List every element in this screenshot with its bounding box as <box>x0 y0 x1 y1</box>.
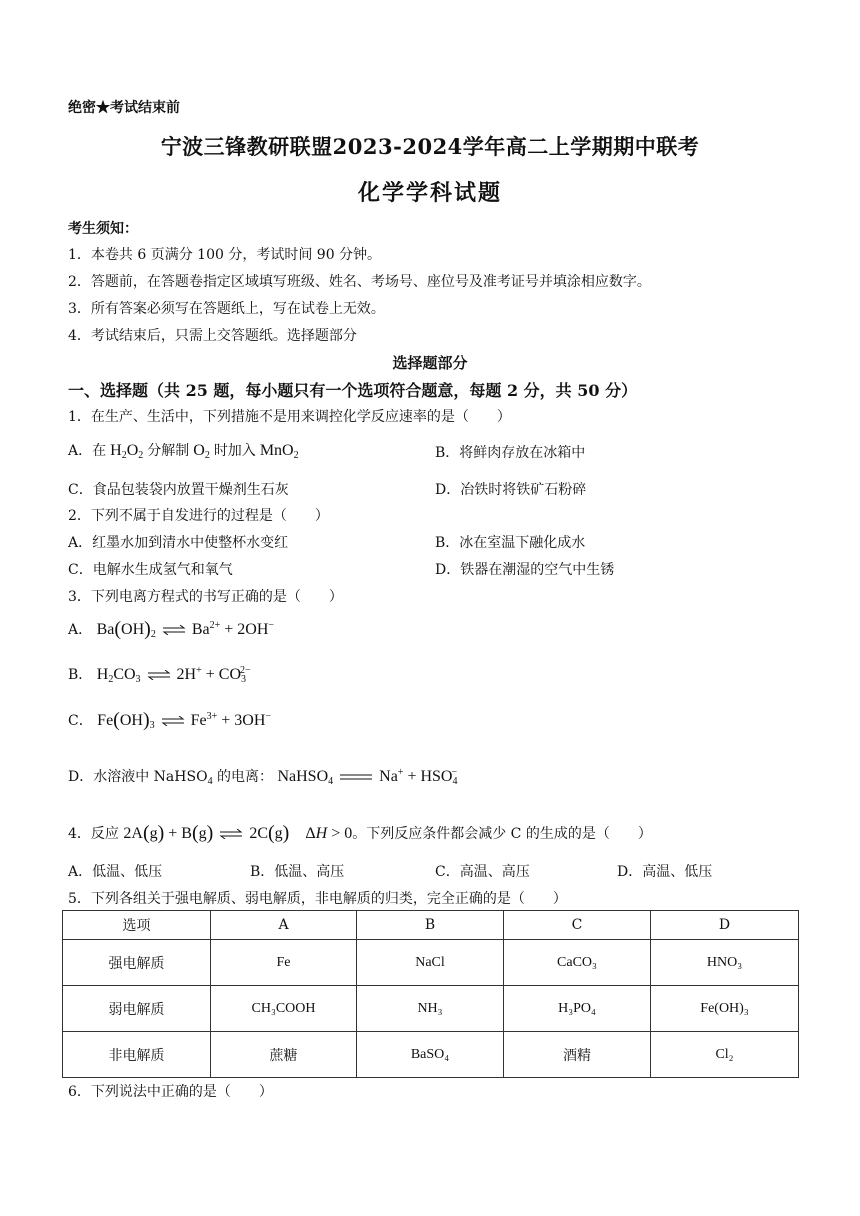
section-heading: 一、选择题（共 25 题，每小题只有一个选项符合题意，每题 2 分，共 50 分） <box>68 381 638 400</box>
option-text: 时加入 <box>213 443 256 459</box>
question-6-stem: 6．下列说法中正确的是（ ） <box>68 1084 273 1100</box>
table-header-cell: B <box>357 911 504 940</box>
row-label: 非电解质 <box>63 1032 211 1078</box>
question-1-stem: 1．在生产、生活中，下列措施不是用来调控化学反应速率的是（ ） <box>68 409 511 425</box>
table-cell: 酒精 <box>504 1032 651 1078</box>
question-2-option-d: D．铁器在潮湿的空气中生锈 <box>435 562 615 578</box>
notice-item: 2．答题前，在答题卷指定区域填写班级、姓名、考场号、座位号及准考证号并填涂相应数字。 <box>68 274 651 290</box>
option-text: D．水溶液中 NaHSO <box>68 769 208 785</box>
reversible-arrow-icon <box>147 670 171 680</box>
table-cell: CH₃COOH <box>211 986 357 1032</box>
table-header-cell: C <box>504 911 651 940</box>
question-2-option-a: A．红墨水加到清水中使整杯水变红 <box>68 535 289 551</box>
question-3-stem: 3．下列电离方程式的书写正确的是（ ） <box>68 589 343 605</box>
table-cell: Fe <box>211 940 357 986</box>
option-text: A．在 <box>68 443 107 459</box>
table-row <box>63 986 799 1032</box>
option-text: 分解制 <box>147 443 190 459</box>
notice-item: 1．本卷共 6 页满分 100 分，考试时间 90 分钟。 <box>68 247 382 263</box>
table-header-cell: 选项 <box>63 911 211 940</box>
section-label: 选择题部分 <box>392 354 468 372</box>
question-2-option-c: C．电解水生成氢气和氧气 <box>68 562 233 578</box>
row-label: 强电解质 <box>63 940 211 986</box>
question-4-option-d: D．高温、低压 <box>617 864 713 880</box>
table-cell: NH₃ <box>357 986 504 1032</box>
question-3-option-b: B． $H_2CO_3$ $2H^+ + CO_3^{2-}$ <box>68 665 251 685</box>
table-header-cell: A <box>211 911 357 940</box>
reversible-arrow-icon <box>162 625 186 635</box>
question-2-stem: 2．下列不属于自发进行的过程是（ ） <box>68 508 329 524</box>
question-3-option-c: C． $Fe(OH)_3$ $Fe^{3+} + 3OH^-$ <box>68 709 272 731</box>
exam-subtitle: 化学学科试题 <box>357 180 502 206</box>
question-4-option-c: C．高温、高压 <box>435 864 530 880</box>
table-cell: CaCO₃ <box>504 940 651 986</box>
table-cell: H₃PO₄ <box>504 986 651 1032</box>
reversible-arrow-icon <box>161 716 185 726</box>
question-1-option-b: B．将鲜肉存放在冰箱中 <box>435 445 586 461</box>
question-4-stem: 4．反应 2A(g) + B(g) 2C(g) ΔH > 0。下列反应条件都会减少 C 的生成的是（ ） <box>68 822 652 844</box>
table-cell: BaSO₄ <box>357 1032 504 1078</box>
exam-title: 宁波三锋教研联盟2023-2024学年高二上学期期中联考 <box>160 134 700 159</box>
question-4-option-a: A．低温、低压 <box>68 864 163 880</box>
option-label: A． <box>68 622 93 638</box>
question-3-option-d: D．水溶液中 NaHSO$_4$ 的电离： NaHSO$_4$ $Na^+ + HSO_4^-$ <box>68 767 458 787</box>
question-2-option-b: B．冰在室温下融化成水 <box>435 535 586 551</box>
reversible-arrow-icon <box>219 829 243 839</box>
table-cell: 蔗糖 <box>211 1032 357 1078</box>
table-row <box>63 940 799 986</box>
notice-item: 3．所有答案必须写在答题纸上，写在试卷上无效。 <box>68 301 385 317</box>
notice-heading: 考生须知： <box>68 221 138 237</box>
table-cell: NaCl <box>357 940 504 986</box>
question-1-option-d: D．冶铁时将铁矿石粉碎 <box>435 482 587 498</box>
table-header-cell: D <box>651 911 799 940</box>
row-label: 弱电解质 <box>63 986 211 1032</box>
option-label: B． <box>68 667 93 683</box>
question-3-option-a: A． $Ba(OH)_2$ $Ba^{2+} + 2OH^-$ <box>68 618 275 640</box>
table-cell: HNO₃ <box>651 940 799 986</box>
electrolyte-table <box>62 910 799 1078</box>
equals-arrow-icon <box>339 772 373 782</box>
table-row <box>63 1032 799 1078</box>
question-5-stem: 5．下列各组关于强电解质、弱电解质，非电解质的归类，完全正确的是（ ） <box>68 891 567 907</box>
confidential-mark: 绝密★考试结束前 <box>68 100 180 116</box>
stem-text: 4．反应 <box>68 826 119 842</box>
table-cell: Fe(OH)₃ <box>651 986 799 1032</box>
table-cell: Cl₂ <box>651 1032 799 1078</box>
question-1-option-a: A．在 $H_2O_2$ 分解制 $O_2$ 时加入 MnO$_2$ <box>68 442 299 461</box>
notice-item: 4．考试结束后，只需上交答题纸。选择题部分 <box>68 328 357 344</box>
question-1-option-c: C．食品包装袋内放置干燥剂生石灰 <box>68 482 289 498</box>
table-header-row <box>63 911 799 940</box>
question-4-option-b: B．低温、高压 <box>250 864 345 880</box>
option-label: C． <box>68 713 93 729</box>
option-text: 的电离： <box>212 769 274 785</box>
stem-text: 。下列反应条件都会减少 C 的生成的是（ ） <box>352 826 652 842</box>
